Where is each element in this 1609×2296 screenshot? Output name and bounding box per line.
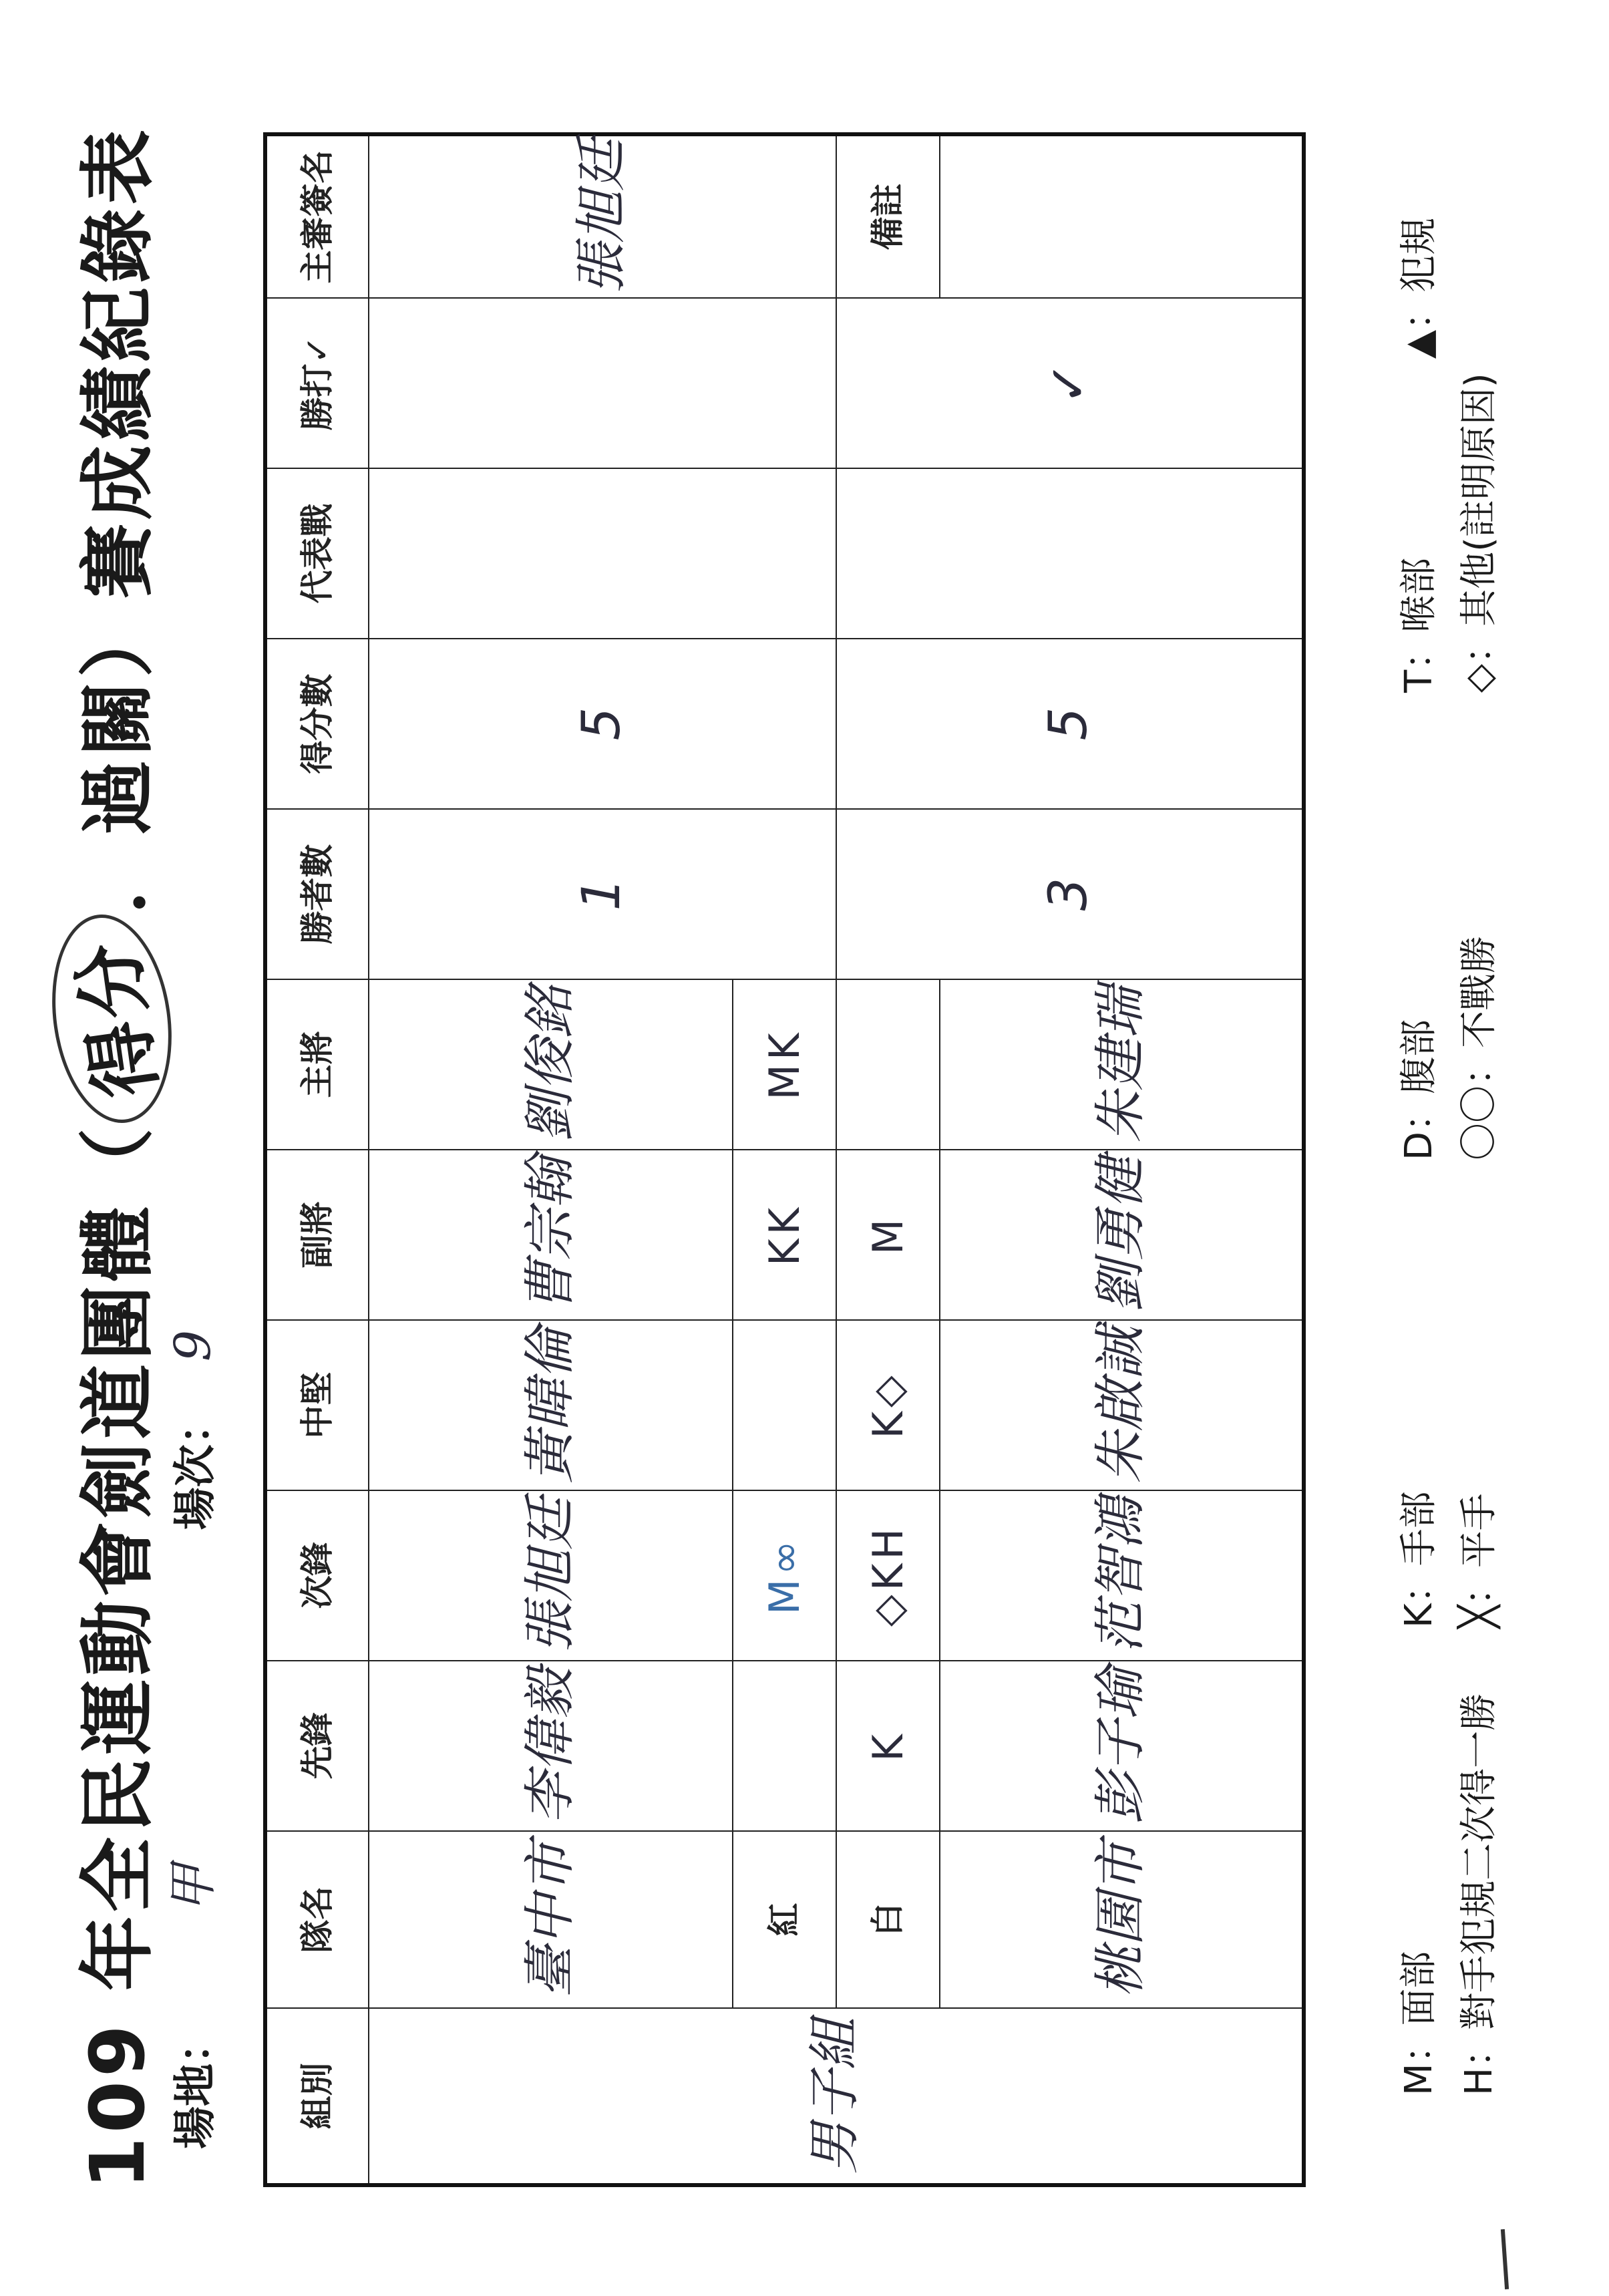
white-daihyosen-cell — [836, 468, 1304, 639]
header-jiho: 次鋒 — [265, 1490, 369, 1661]
red-team-name: 臺中市 — [369, 1831, 733, 2008]
legend-t: T：喉部 — [1397, 557, 1441, 693]
legend-oo: 〇〇：不戰勝 — [1457, 936, 1501, 1160]
legend-k: K：手部 — [1397, 1491, 1441, 1628]
header-team: 隊名 — [265, 1831, 369, 2008]
header-taisho: 主將 — [265, 979, 369, 1150]
red-senpo-points — [733, 1661, 836, 1831]
header-points: 得分數 — [265, 639, 369, 809]
white-win-mark: ✓ — [836, 298, 1304, 468]
group-value: 男子組 — [369, 2008, 1304, 2185]
header-referee: 主審簽名 — [265, 134, 369, 298]
white-chuken-points: K◇ — [836, 1320, 940, 1490]
match-label: 場次： — [171, 1402, 220, 1530]
white-senpo-points: K — [836, 1661, 940, 1831]
red-fukusho-name: 曹宗翰 — [369, 1150, 733, 1320]
red-taisho-points: MK — [733, 979, 836, 1150]
remarks-value-cell — [940, 134, 1304, 298]
red-points: 5 — [369, 639, 836, 809]
red-win-mark — [369, 298, 836, 468]
venue-line — [154, 1330, 224, 2149]
header-win-mark: 勝打✓ — [265, 298, 369, 468]
white-chuken-name: 朱啟誠 — [940, 1320, 1304, 1490]
remarks-label: 備註 — [836, 134, 940, 298]
white-team-name: 桃園市 — [940, 1831, 1304, 2008]
red-daihyosen-cell — [369, 468, 836, 639]
red-jiho-points: M∞ — [733, 1490, 836, 1661]
legend-h: H：對手犯規二次得一勝 — [1457, 1693, 1501, 2096]
legend-diamond: ◇：其他(註明原因) — [1457, 373, 1501, 693]
red-wins: 1 — [369, 809, 836, 979]
white-fukusho-points: M — [836, 1150, 940, 1320]
match-value: 9 — [164, 1329, 222, 1361]
header-chuken: 中堅 — [265, 1320, 369, 1490]
red-chuken-points — [733, 1320, 836, 1490]
venue-value: 甲 — [164, 1864, 222, 1914]
corner-pen-mark — [1501, 2229, 1509, 2289]
venue-label: 場地： — [171, 2021, 220, 2149]
red-fukusho-points: KK — [733, 1150, 836, 1320]
header-row — [265, 134, 369, 2185]
white-label: 白 — [836, 1831, 940, 2008]
header-group: 組別 — [265, 2008, 369, 2185]
white-jiho-name: 范智鴻 — [940, 1490, 1304, 1661]
white-taisho-points — [836, 979, 940, 1150]
white-fukusho-name: 劉勇健 — [940, 1150, 1304, 1320]
red-chuken-name: 黃暐倫 — [369, 1320, 733, 1490]
header-fukusho: 副將 — [265, 1150, 369, 1320]
title-suffix: ．過關）賽成績紀錄表 — [75, 126, 162, 915]
white-jiho-points: ◇KH — [836, 1490, 940, 1661]
form-title — [53, 126, 170, 2189]
white-points: 5 — [836, 639, 1304, 809]
red-taisho-name: 劉俊銘 — [369, 979, 733, 1150]
header-daihyosen: 代表戰 — [265, 468, 369, 639]
title-prefix: 109 年全民運動會劍道團體（ — [75, 1124, 162, 2189]
legend-d: D：腹部 — [1397, 1019, 1441, 1160]
white-senpo-name: 彭子瑜 — [940, 1661, 1304, 1831]
title-circled-option: 得分 — [39, 907, 184, 1131]
red-jiho-name: 張旭廷 — [369, 1490, 733, 1661]
header-senpo: 先鋒 — [265, 1661, 369, 1831]
referee-signature: 張旭廷 — [369, 134, 836, 298]
header-wins: 勝者數 — [265, 809, 369, 979]
white-taisho-name: 朱建瑞 — [940, 979, 1304, 1150]
legend-m: M：面部 — [1397, 1951, 1441, 2096]
red-names-row — [369, 134, 733, 2185]
white-wins: 3 — [836, 809, 1304, 979]
red-senpo-name: 李偉毅 — [369, 1661, 733, 1831]
white-points-row — [836, 134, 940, 2185]
legend-foul: ▲：犯規 — [1397, 217, 1441, 359]
score-table — [263, 132, 1306, 2187]
red-label: 紅 — [733, 1831, 836, 2008]
legend-x: ╳：平手 — [1457, 1493, 1501, 1628]
